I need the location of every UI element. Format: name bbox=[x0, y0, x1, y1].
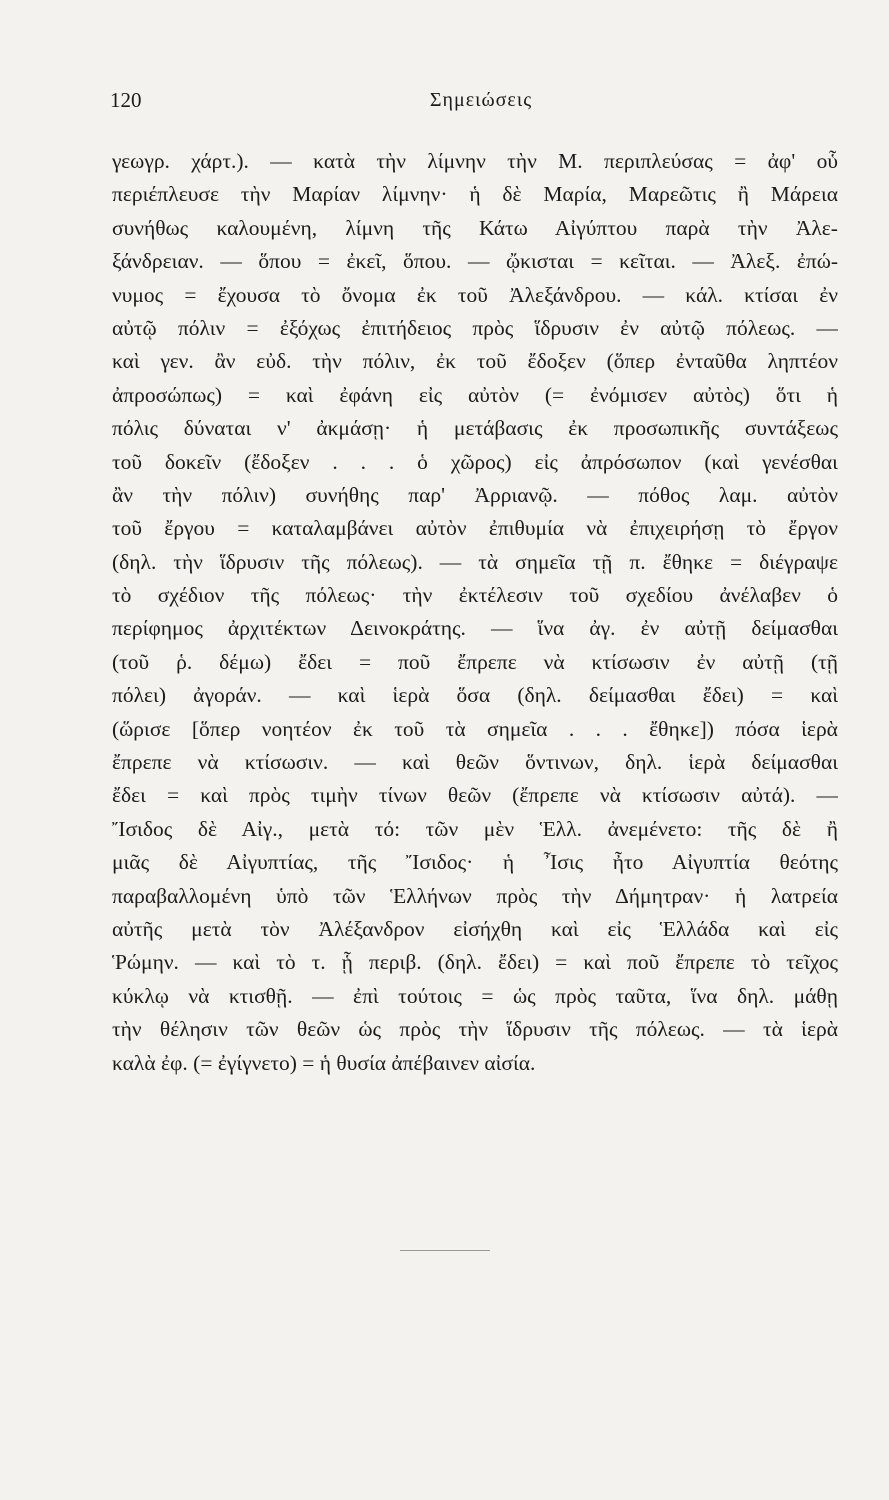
text-line: ἔπρεπε νὰ κτίσωσιν. — καὶ θεῶν ὅντινων, δηλ. ἱερὰ δείμασθαι bbox=[112, 750, 838, 775]
text-line: αὐτῆς μετὰ τὸν Ἀλέξανδρον εἰσήχθη καὶ εἰς Ἑλλάδα καὶ εἰς bbox=[112, 916, 838, 941]
text-line: (ὥρισε [ὅπερ νοητέον ἐκ τοῦ τὰ σημεῖα . . . ἔθηκε]) πόσα ἱερὰ bbox=[112, 716, 838, 741]
text-line: περίφημος ἀρχιτέκτων Δεινοκράτης. — ἵνα ἀγ. ἐν αὐτῇ δείμασθαι bbox=[112, 616, 838, 641]
text-line: κύκλῳ νὰ κτισθῇ. — ἐπὶ τούτοις = ὡς πρὸς ταῦτα, ἵνα δηλ. μάθῃ bbox=[112, 983, 838, 1008]
text-line: νυμος = ἔχουσα τὸ ὄνομα ἐκ τοῦ Ἀλεξάνδρου. — κάλ. κτίσαι ἐν bbox=[112, 282, 838, 307]
running-title: Σημειώσεις bbox=[429, 89, 533, 111]
text-line: τὴν θέλησιν τῶν θεῶν ὡς πρὸς τὴν ἵδρυσιν τῆς πόλεως. — τὰ ἱερὰ bbox=[112, 1017, 838, 1042]
text-line: μιᾶς δὲ Αἰγυπτίας, τῆς Ἴσιδος· ἡ Ἶσις ἦτο Αἰγυπτία θεότης bbox=[112, 850, 838, 875]
notes-text-block bbox=[112, 145, 838, 1080]
text-line: τὸ σχέδιον τῆς πόλεως· τὴν ἐκτέλεσιν τοῦ σχεδίου ἀνέλαβεν ὁ bbox=[112, 583, 838, 608]
text-line: τοῦ δοκεῖν (ἔδοξεν . . . ὁ χῶρος) εἰς ἀπρόσωπον (καὶ γενέσθαι bbox=[112, 449, 838, 474]
text-line: ἔδει = καὶ πρὸς τιμὴν τίνων θεῶν (ἔπρεπε νὰ κτίσωσιν αὐτά). — bbox=[112, 783, 838, 808]
text-line: ξάνδρειαν. — ὅπου = ἐκεῖ, ὅπου. — ᾤκισται = κεῖται. — Ἀλεξ. ἐπώ- bbox=[112, 249, 838, 274]
text-line: καὶ γεν. ἂν εὐδ. τὴν πόλιν, ἐκ τοῦ ἔδοξεν (ὅπερ ἐνταῦθα ληπτέον bbox=[112, 349, 838, 374]
text-line: ἀπροσώπως) = καὶ ἐφάνη εἰς αὐτὸν (= ἐνόμισεν αὐτὸς) ὅτι ἡ bbox=[112, 382, 838, 407]
page-number: 120 bbox=[110, 88, 142, 112]
text-line: περιέπλευσε τὴν Μαρίαν λίμνην· ἡ δὲ Μαρία, Μαρεῶτις ἢ Μάρεια bbox=[112, 182, 838, 207]
text-line: ἂν τὴν πόλιν) συνήθης παρ' Ἀρριανῷ. — πόθος λαμ. αὐτὸν bbox=[112, 482, 838, 507]
text-line: πόλις δύναται ν' ἀκμάσῃ· ἡ μετάβασις ἐκ προσωπικῆς συντάξεως bbox=[112, 416, 838, 441]
text-line: τοῦ ἔργου = καταλαμβάνει αὐτὸν ἐπιθυμία νὰ ἐπιχειρήσῃ τὸ ἔργον bbox=[112, 516, 838, 541]
footnote-rule bbox=[400, 1250, 490, 1251]
text-line: πόλει) ἀγοράν. — καὶ ἱερὰ ὅσα (δηλ. δείμασθαι ἔδει) = καὶ bbox=[112, 683, 838, 708]
text-line: γεωγρ. χάρτ.). — κατὰ τὴν λίμνην τὴν Μ. περιπλεύσας = ἀφ' οὗ bbox=[112, 149, 838, 173]
text-line: παραβαλλομένη ὑπὸ τῶν Ἑλλήνων πρὸς τὴν Δήμητραν· ἡ λατρεία bbox=[112, 883, 838, 908]
text-line: Ἴσιδος δὲ Αἰγ., μετὰ τό: τῶν μὲν Ἑλλ. ἀνεμένετο: τῆς δὲ ἢ bbox=[112, 816, 838, 841]
text-line: συνήθως καλουμένη, λίμνη τῆς Κάτω Αἰγύπτου παρὰ τὴν Ἀλε- bbox=[112, 215, 838, 240]
text-line: Ῥώμην. — καὶ τὸ τ. ᾗ περιβ. (δηλ. ἔδει) = καὶ ποῦ ἔπρεπε τὸ τεῖχος bbox=[112, 950, 838, 975]
text-line: (δηλ. τὴν ἵδρυσιν τῆς πόλεως). — τὰ σημεῖα τῇ π. ἔθηκε = διέγραψε bbox=[112, 549, 838, 574]
text-line: (τοῦ ῥ. δέμω) ἔδει = ποῦ ἔπρεπε νὰ κτίσωσιν ἐν αὐτῇ (τῇ bbox=[112, 649, 838, 674]
text-line-last: καλὰ ἐφ. (= ἐγίγνετο) = ἡ θυσία ἀπέβαινεν αἰσία. bbox=[112, 1050, 536, 1075]
text-line: αὐτῷ πόλιν = ἐξόχως ἐπιτήδειος πρὸς ἵδρυσιν ἐν αὐτῷ πόλεως. — bbox=[112, 315, 838, 340]
